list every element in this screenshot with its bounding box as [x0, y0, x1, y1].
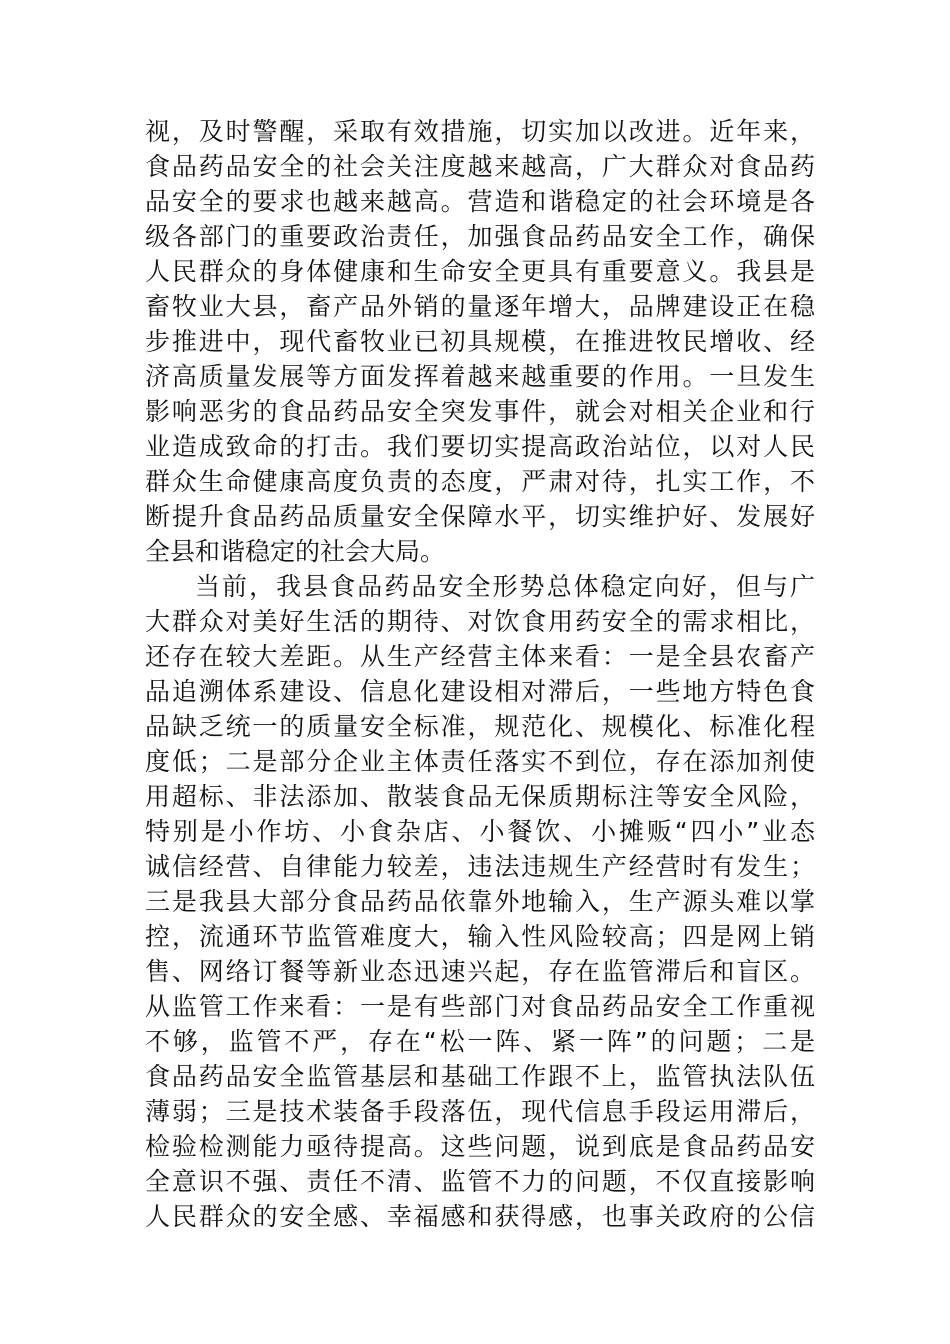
- text-line: 度低；二是部分企业主体责任落实不到位，存在添加剂使: [145, 747, 815, 776]
- text-line: 步推进中，现代畜牧业已初具规模，在推进牧民增收、经: [145, 327, 815, 356]
- text-line-first: 当前，我县食品药品安全形势总体稳定向好，但与广: [195, 572, 815, 601]
- text-line: 品安全的要求也越来越高。营造和谐稳定的社会环境是各: [145, 187, 815, 216]
- text-line: 诚信经营、自律能力较差，违法违规生产经营时有发生；: [145, 852, 815, 881]
- text-line: 人民群众的安全感、幸福感和获得感，也事关政府的公信: [145, 1202, 815, 1231]
- text-line: 人民群众的身体健康和生命安全更具有重要意义。我县是: [145, 257, 815, 286]
- text-line: 从监管工作来看：一是有些部门对食品药品安全工作重视: [145, 992, 815, 1021]
- text-line: 薄弱；三是技术装备手段落伍，现代信息手段运用滞后，: [145, 1097, 815, 1126]
- text-line: 影响恶劣的食品药品安全突发事件，就会对相关企业和行: [145, 397, 815, 426]
- text-line: 畜牧业大县，畜产品外销的量逐年增大，品牌建设正在稳: [145, 292, 815, 321]
- text-line: 断提升食品药品质量安全保障水平，切实维护好、发展好: [145, 502, 815, 531]
- text-line: 全意识不强、责任不清、监管不力的问题，不仅直接影响: [145, 1167, 815, 1196]
- text-line: 用超标、非法添加、散装食品无保质期标注等安全风险，: [145, 782, 815, 811]
- text-line: 检验检测能力亟待提高。这些问题，说到底是食品药品安: [145, 1132, 815, 1161]
- text-line: 食品药品安全的社会关注度越来越高，广大群众对食品药: [145, 152, 815, 181]
- paragraph-2: [145, 569, 815, 1234]
- text-line: 三是我县大部分食品药品依靠外地输入，生产源头难以掌: [145, 887, 815, 916]
- text-line: 食品药品安全监管基层和基础工作跟不上，监管执法队伍: [145, 1062, 815, 1091]
- text-line: 业造成致命的打击。我们要切实提高政治站位，以对人民: [145, 432, 815, 461]
- text-line: 济高质量发展等方面发挥着越来越重要的作用。一旦发生: [145, 362, 815, 391]
- text-line: 级各部门的重要政治责任，加强食品药品安全工作，确保: [145, 222, 815, 251]
- text-line: 控，流通环节监管难度大，输入性风险较高；四是网上销: [145, 922, 815, 951]
- text-line-last: 全县和谐稳定的社会大局。: [145, 537, 446, 566]
- text-line: 大群众对美好生活的期待、对饮食用药安全的需求相比，: [145, 607, 815, 636]
- text-line: 售、网络订餐等新业态迅速兴起，存在监管滞后和盲区。: [145, 957, 815, 986]
- text-line: 还存在较大差距。从生产经营主体来看：一是全县农畜产: [145, 642, 815, 671]
- text-line: 视，及时警醒，采取有效措施，切实加以改进。近年来，: [145, 117, 815, 146]
- text-line: 品追溯体系建设、信息化建设相对滞后，一些地方特色食: [145, 677, 815, 706]
- paragraph-1: [145, 114, 815, 569]
- body-text: [145, 114, 815, 1234]
- text-line: 不够，监管不严，存在“松一阵、紧一阵”的问题；二是: [145, 1027, 815, 1056]
- text-line: 品缺乏统一的质量安全标准，规范化、规模化、标准化程: [145, 712, 815, 741]
- text-line: 群众生命健康高度负责的态度，严肃对待，扎实工作，不: [145, 467, 815, 496]
- text-line: 特别是小作坊、小食杂店、小餐饮、小摊贩“四小”业态: [145, 817, 815, 846]
